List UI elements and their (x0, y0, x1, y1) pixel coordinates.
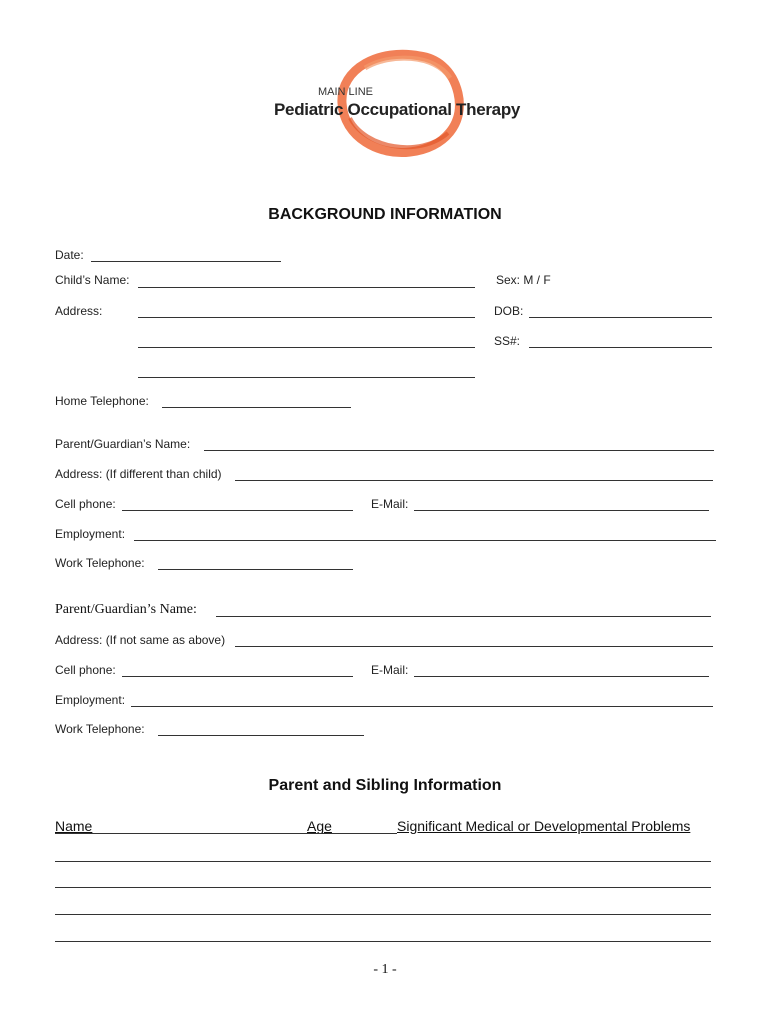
guardian2-email-field[interactable] (414, 676, 709, 677)
logo-line1: MAIN LINE (318, 86, 374, 98)
guardian2-name-label: Parent/Guardian’s Name: (55, 602, 197, 617)
guardian2-cell-field[interactable] (122, 676, 353, 677)
column-header-age-underline (307, 833, 397, 834)
guardian2-name-field[interactable] (216, 616, 711, 617)
sibling-row-4[interactable] (55, 941, 711, 942)
guardian1-work-telephone-field[interactable] (158, 569, 353, 570)
guardian1-email-field[interactable] (414, 510, 709, 511)
column-header-age: Age (307, 818, 332, 834)
guardian2-address-label: Address: (If not same as above) (55, 633, 226, 647)
section-title-parent-sibling: Parent and Sibling Information (268, 777, 502, 794)
address-field-2[interactable] (138, 347, 475, 348)
guardian2-email-label: E-Mail: (371, 663, 409, 677)
guardian1-cell-field[interactable] (122, 510, 353, 511)
column-header-name-text: Name (55, 818, 93, 834)
dob-label: DOB: (494, 304, 524, 318)
dob-field[interactable] (529, 317, 712, 318)
guardian1-employment-label: Employment: (55, 527, 126, 541)
guardian1-email-label: E-Mail: (371, 497, 409, 511)
child-name-field[interactable] (138, 287, 475, 288)
page-title: BACKGROUND INFORMATION (268, 206, 502, 223)
guardian1-name-field[interactable] (204, 450, 714, 451)
sibling-row-1[interactable] (55, 861, 711, 862)
column-header-name-underline (55, 833, 308, 834)
guardian1-employment-field[interactable] (134, 540, 716, 541)
date-label: Date: (55, 248, 84, 262)
logo-line2: Pediatric Occupational Therapy (274, 100, 521, 119)
column-header-problems: Significant Medical or Developmental Problems (397, 818, 691, 834)
address-label: Address: (55, 304, 103, 318)
guardian1-work-telephone-label: Work Telephone: (55, 556, 145, 570)
logo (270, 48, 521, 158)
sex-label: Sex: M / F (496, 273, 551, 287)
sibling-row-3[interactable] (55, 914, 711, 915)
guardian1-cell-label: Cell phone: (55, 497, 116, 511)
guardian2-employment-label: Employment: (55, 693, 126, 707)
sibling-row-2[interactable] (55, 887, 711, 888)
address-field-3[interactable] (138, 377, 475, 378)
guardian2-address-field[interactable] (235, 646, 713, 647)
guardian2-cell-label: Cell phone: (55, 663, 116, 677)
ss-label: SS#: (494, 334, 521, 348)
address-field-1[interactable] (138, 317, 475, 318)
column-header-name (55, 818, 295, 834)
guardian2-employment-field[interactable] (131, 706, 713, 707)
guardian2-work-telephone-label: Work Telephone: (55, 722, 145, 736)
date-field[interactable] (91, 261, 281, 262)
ss-field[interactable] (529, 347, 712, 348)
child-name-label: Child’s Name: (55, 273, 130, 287)
guardian1-address-label: Address: (If different than child) (55, 467, 222, 481)
guardian1-address-field[interactable] (235, 480, 713, 481)
guardian2-work-telephone-field[interactable] (158, 735, 364, 736)
guardian1-name-label: Parent/Guardian’s Name: (55, 437, 191, 451)
home-telephone-field[interactable] (162, 407, 351, 408)
page-number: - 1 - (373, 962, 397, 977)
home-telephone-label: Home Telephone: (55, 394, 149, 408)
